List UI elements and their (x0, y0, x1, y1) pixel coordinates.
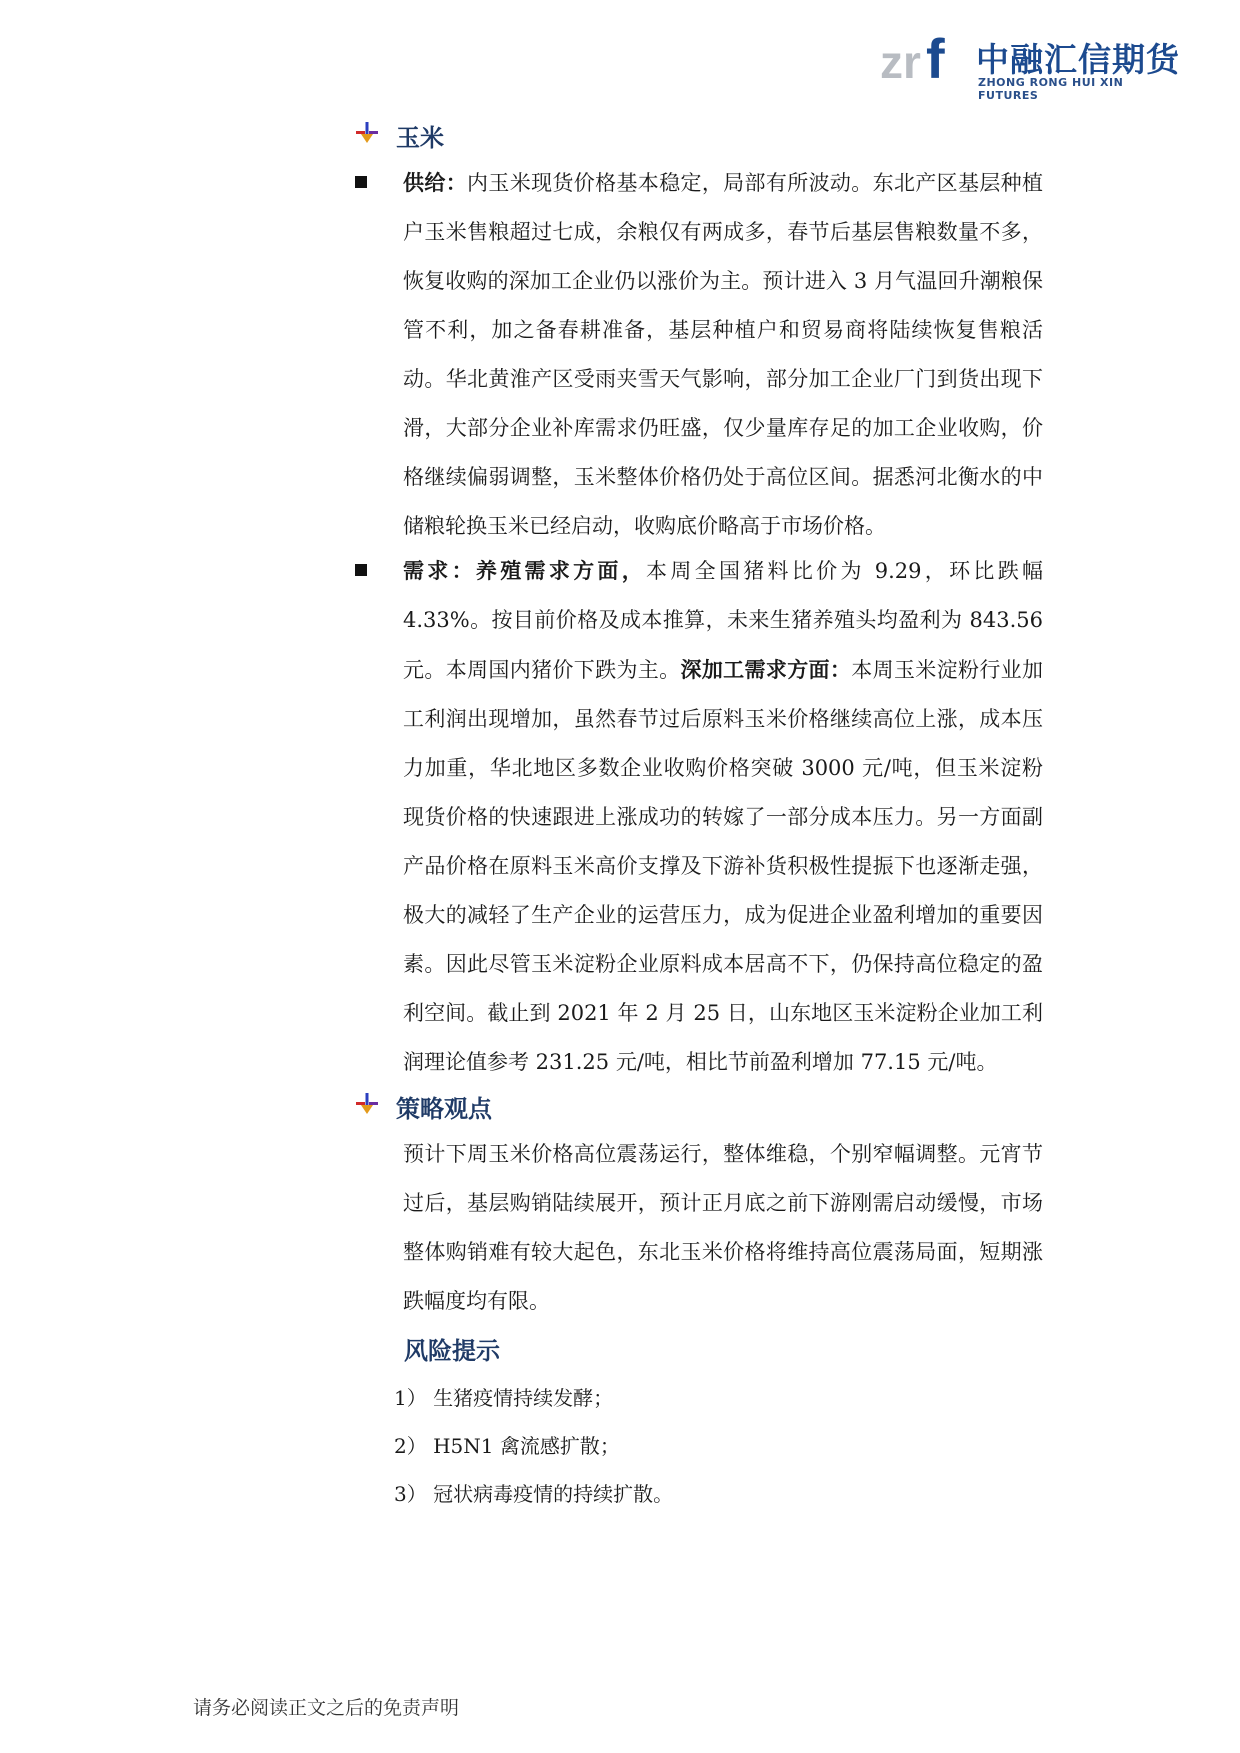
disclaimer-footer: 请务必阅读正文之后的免责声明 (193, 1697, 460, 1719)
demand-label: 需求： (403, 558, 476, 583)
risk-text: 冠状病毒疫情的持续扩散。 (433, 1482, 674, 1506)
logo-zr: zr (880, 36, 921, 88)
processing-demand-text: 本周玉米淀粉行业加工利润出现增加，虽然春节过后原料玉米价格继续高位上涨，成本压力加重，华北地区多数企业收购价格突破 3000 元/吨，但玉米淀粉现货价格的快速跟进上涨成功的转嫁了一部分成本压力。另一方面副产品价格在原料玉米高价支撑及下游补货积极性提振下也逐渐走强，极大的减轻了生产企业的运营压力，成为促进企业盈利增加的重要因素。因此尽管玉米淀粉企业原料成本居高不下，仍保持高位稳定的盈利空间。截止到 2021 年 2 月 25 日，山东地区玉米淀粉企业加工利润理论值参考 231.25 元/吨，相比节前盈利增加 77.15 元/吨。 (403, 658, 1044, 1074)
section-title-corn: 玉米 (396, 124, 444, 152)
cross-arrow-icon (356, 122, 378, 144)
breeding-demand-label: 养殖需求方面， (475, 558, 647, 583)
logo-chinese-name: 中融汇信期货 (976, 40, 1180, 79)
breeding-demand-text: 本周全国猪料比价为 9.29，环比跌幅 4.33%。按目前价格及成本推算，未来生猪养殖头均盈利为 843.56 元。本周国内猪价下跌为主。 (403, 559, 1044, 682)
risk-number: 3） (394, 1482, 427, 1506)
zrf-logo-icon (880, 26, 970, 90)
supply-label: 供给： (403, 170, 468, 195)
risk-text: 生猪疫情持续发酵； (433, 1386, 614, 1410)
risk-text: H5N1 禽流感扩散； (433, 1434, 620, 1458)
square-bullet-icon (355, 564, 367, 576)
supply-paragraph (403, 158, 1043, 551)
square-bullet-icon (355, 176, 367, 188)
logo-f: f (926, 27, 945, 90)
section-title-strategy: 策略观点 (396, 1095, 492, 1123)
risk-item (394, 1479, 673, 1509)
risk-number: 2） (394, 1434, 427, 1458)
risk-item (394, 1431, 620, 1461)
risk-item (394, 1383, 613, 1413)
supply-text: 内玉米现货价格基本稳定，局部有所波动。东北产区基层种植户玉米售粮超过七成，余粮仅有两成多，春节后基层售粮数量不多，恢复收购的深加工企业仍以涨价为主。预计进入 3 月气温回升潮粮保管不利，加之备春耕准备，基层种植户和贸易商将陆续恢复售粮活动。华北黄淮产区受雨夹雪天气影响，部分加工企业厂门到货出现下滑，大部分企业补库需求仍旺盛，仅少量库存足的加工企业收购，价格继续偏弱调整，玉米整体价格仍处于高位区间。据悉河北衡水的中储粮轮换玉米已经启动，收购底价略高于市场价格。 (403, 171, 1044, 538)
section-title-risk: 风险提示 (404, 1337, 500, 1365)
logo-english-name: ZHONG RONG HUI XIN FUTURES (978, 76, 1124, 102)
risk-number: 1） (394, 1386, 427, 1410)
company-logo (880, 26, 1180, 102)
processing-demand-label: 深加工需求方面： (680, 657, 852, 682)
demand-paragraph (403, 546, 1043, 1087)
strategy-paragraph: 预计下周玉米价格高位震荡运行，整体维稳，个别窄幅调整。元宵节过后，基层购销陆续展开，预计正月底之前下游刚需启动缓慢，市场整体购销难有较大起色，东北玉米价格将维持高位震荡局面，短期涨跌幅度均有限。 (403, 1142, 1043, 1313)
cross-arrow-icon (356, 1093, 378, 1115)
